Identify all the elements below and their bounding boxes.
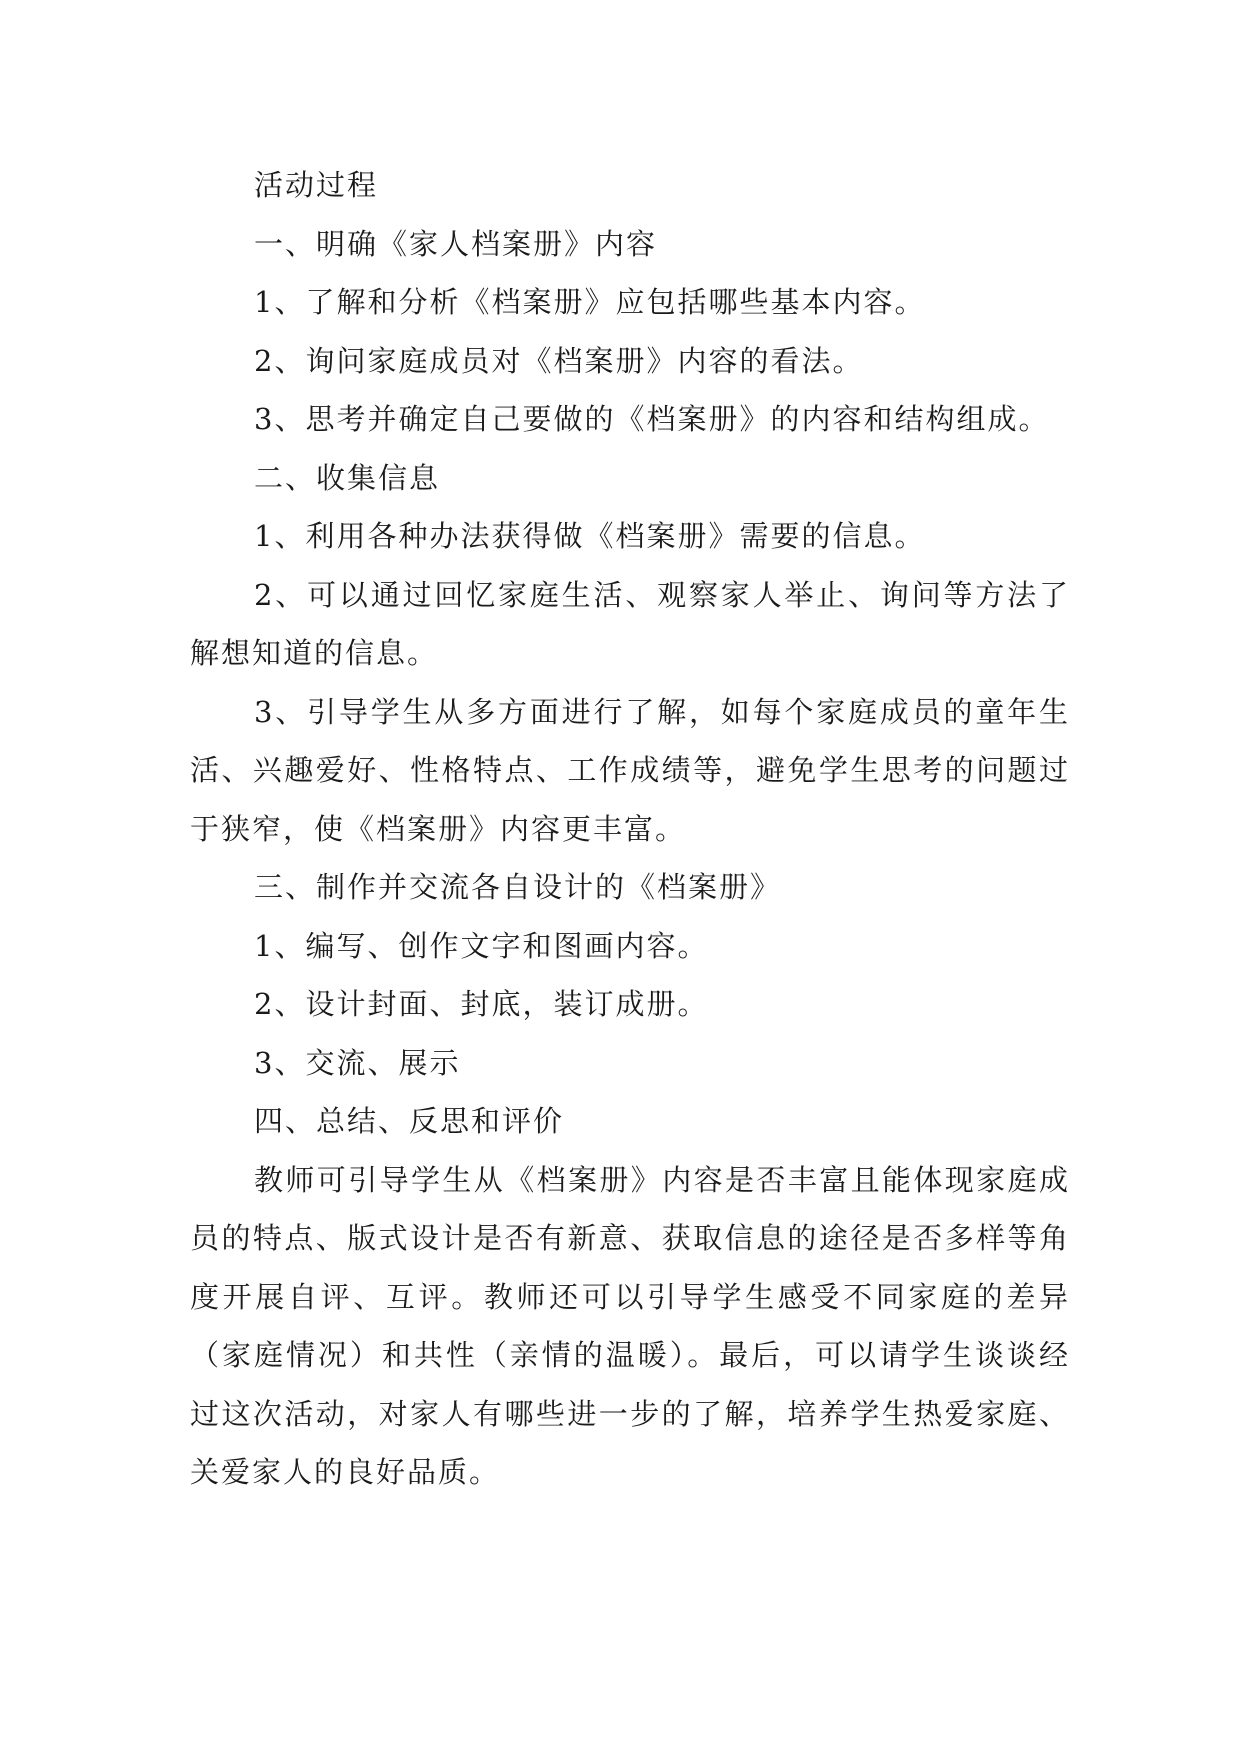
heading-1: 一、明确《家人档案册》内容 xyxy=(254,226,658,261)
summary-paragraph: 教师可引导学生从《档案册》内容是否丰富且能体现家庭成员的特点、版式设计是否有新意、获取信息的途径是否多样等角度开展自评、互评。教师还可以引导学生感受不同家庭的差异（家庭情况）和共性（亲情的温暖）。最后，可以请学生谈谈经过这次活动，对家人有哪些进一步的了解，培养学生热爱家庭、关爱家人的良好品质。 xyxy=(190,1162,1070,1489)
heading-3: 三、制作并交流各自设计的《档案册》 xyxy=(254,870,782,904)
heading-4: 四、总结、反思和评价 xyxy=(254,1104,565,1138)
item-2-3: 3、引导学生从多方面进行了解，如每个家庭成员的童年生活、兴趣爱好、性格特点、工作成绩等，避免学生思考的问题过于狭窄，使《档案册》内容更丰富。 xyxy=(190,694,1070,846)
heading-2: 二、收集信息 xyxy=(254,460,441,495)
item-3-1: 1、编写、创作文字和图画内容。 xyxy=(254,928,709,963)
item-2-1: 1、利用各种办法获得做《档案册》需要的信息。 xyxy=(254,519,926,553)
item-1-3: 3、思考并确定自己要做的《档案册》的内容和结构组成。 xyxy=(254,402,1050,436)
item-3-2: 2、设计封面、封底，装订成册。 xyxy=(254,987,709,1021)
section-title: 活动过程 xyxy=(254,168,379,202)
document-body xyxy=(190,156,1070,1502)
item-1-2: 2、询问家庭成员对《档案册》内容的看法。 xyxy=(254,343,864,378)
item-1-1: 1、了解和分析《档案册》应包括哪些基本内容。 xyxy=(254,285,926,319)
item-3-3: 3、交流、展示 xyxy=(254,1045,461,1080)
item-2-2: 2、可以通过回忆家庭生活、观察家人举止、询问等方法了解想知道的信息。 xyxy=(190,577,1070,670)
